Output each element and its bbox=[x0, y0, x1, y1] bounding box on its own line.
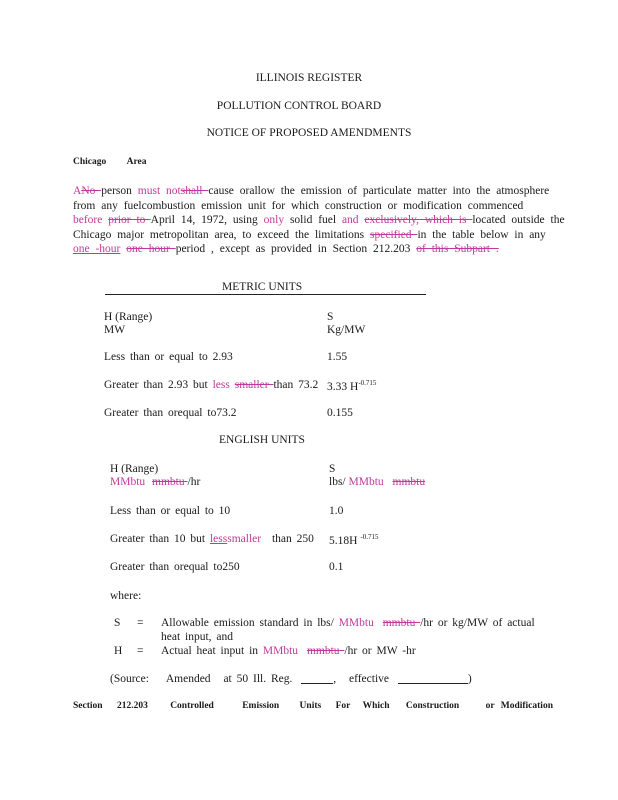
text-run: from any fuelcombustion emission unit for which construction or modification commenced bbox=[73, 199, 524, 212]
text-run: Allowable emission standard in lbs/ bbox=[161, 617, 334, 629]
inserted-text: one -hour bbox=[73, 243, 121, 255]
exponent: -0.715 bbox=[360, 533, 379, 541]
text-run: person bbox=[101, 185, 132, 197]
text-run: Which bbox=[362, 701, 390, 711]
s-definition-cont: heat input, and bbox=[161, 631, 234, 643]
deleted-text: No bbox=[81, 185, 102, 197]
paragraph-line-3 bbox=[73, 213, 565, 228]
register-blank bbox=[301, 673, 333, 684]
text-run: lbs/ bbox=[329, 476, 346, 488]
notice-title: NOTICE OF PROPOSED AMENDMENTS bbox=[206, 127, 412, 139]
text-run: Amended bbox=[165, 673, 211, 685]
inserted-text: not bbox=[166, 185, 181, 197]
inserted-text: smaller bbox=[227, 533, 262, 545]
english-row-2-value bbox=[329, 533, 379, 547]
english-row-1-value: 1.0 bbox=[329, 505, 344, 517]
deleted-text: smaller bbox=[234, 379, 274, 391]
text-run: 5.18H bbox=[329, 535, 358, 547]
text-run: , bbox=[333, 673, 337, 685]
text-run: cause orallow the emission of particulate matter into the atmosphere bbox=[208, 185, 550, 197]
english-col-s-label: S bbox=[329, 463, 336, 475]
text-run: Section bbox=[73, 701, 103, 711]
h-equals: = bbox=[137, 645, 144, 657]
english-row-3-range: Greater than orequal to250 bbox=[110, 561, 240, 573]
paragraph-line-4 bbox=[73, 228, 546, 243]
deleted-text: specified bbox=[370, 228, 418, 241]
deleted-text: of this Subpart . bbox=[416, 243, 499, 255]
english-col-h-label: H (Range) bbox=[110, 463, 159, 475]
inserted-text: less bbox=[209, 533, 228, 545]
text-run: , except as provided in Section 212.203 bbox=[210, 243, 411, 255]
metric-col-s-label: S bbox=[327, 311, 334, 323]
metric-row-3-range: Greater than orequal to73.2 bbox=[104, 407, 237, 419]
text-run: /hr or MW -hr bbox=[344, 645, 416, 657]
metric-heading: METRIC UNITS bbox=[222, 281, 303, 293]
text-run: 212.203 bbox=[116, 701, 148, 711]
text-run: solid fuel bbox=[289, 214, 337, 226]
source-note bbox=[110, 673, 472, 685]
text-run: For bbox=[335, 701, 351, 711]
text-run: Units bbox=[299, 701, 322, 711]
deleted-text: shall bbox=[180, 185, 209, 197]
inserted-text: only bbox=[263, 214, 285, 226]
text-run: Actual heat input in bbox=[161, 645, 259, 657]
text-run: Modification bbox=[500, 701, 553, 711]
text-run: Controlled bbox=[170, 701, 214, 711]
paragraph-line-5 bbox=[73, 242, 533, 257]
metric-row-2-value bbox=[327, 379, 376, 393]
paragraph-line-2 bbox=[73, 199, 533, 214]
text-run: Chicago major metropolitan area, to exceed the limitations bbox=[73, 228, 365, 241]
inserted-text: before bbox=[73, 214, 103, 226]
english-col-s-unit bbox=[329, 476, 425, 488]
inserted-text: must bbox=[137, 185, 161, 197]
metric-col-h-label: H (Range) bbox=[104, 311, 153, 323]
s-equals: = bbox=[137, 617, 144, 629]
rule-paragraph bbox=[73, 184, 565, 257]
inserted-text: MMbtu bbox=[262, 645, 299, 657]
metric-row-3-value: 0.155 bbox=[327, 407, 353, 419]
register-title: ILLINOIS REGISTER bbox=[255, 72, 363, 84]
english-row-2-range bbox=[110, 533, 314, 545]
deleted-text: mmbtu bbox=[306, 645, 345, 657]
metric-row-1-range: Less than or equal to 2.93 bbox=[104, 351, 233, 363]
text-run: located outside the bbox=[472, 214, 565, 226]
text-run: period bbox=[175, 243, 206, 255]
text-run: effective bbox=[348, 673, 389, 685]
area-word-area: Area bbox=[126, 157, 147, 167]
text-run: Construction bbox=[405, 701, 460, 711]
text-run: than 250 bbox=[271, 533, 314, 545]
text-run: in the table below in any bbox=[417, 228, 546, 241]
deleted-text: one hour bbox=[126, 243, 176, 255]
english-heading: ENGLISH UNITS bbox=[219, 434, 305, 446]
deleted-text: exclusively, which is bbox=[364, 214, 473, 226]
h-symbol: H bbox=[114, 645, 123, 657]
where-label: where: bbox=[110, 590, 142, 602]
s-definition bbox=[161, 617, 535, 629]
text-run: /hr bbox=[187, 476, 201, 488]
h-definition bbox=[161, 645, 416, 657]
inserted-text: MMbtu bbox=[110, 476, 146, 488]
text-run: or bbox=[485, 701, 495, 711]
text-run: 3.33 H bbox=[327, 381, 359, 393]
text-run: April 14, 1972, using bbox=[150, 214, 258, 226]
paragraph-line-1 bbox=[73, 184, 550, 199]
english-col-h-unit bbox=[110, 476, 200, 488]
inserted-text: A bbox=[73, 185, 82, 197]
deleted-text: mmbtu bbox=[392, 476, 426, 488]
metric-row-2-range bbox=[104, 379, 318, 391]
text-run: than 73.2 bbox=[273, 379, 319, 391]
area-heading bbox=[73, 157, 147, 167]
inserted-text: MMbtu bbox=[348, 476, 384, 488]
inserted-text: and bbox=[341, 214, 359, 226]
text-run: Greater than 2.93 but bbox=[104, 379, 208, 391]
metric-col-h-unit: MW bbox=[104, 324, 126, 336]
area-word-chicago: Chicago bbox=[73, 157, 107, 167]
board-title: POLLUTION CONTROL BOARD bbox=[216, 100, 382, 112]
effective-blank bbox=[398, 673, 468, 684]
english-row-3-value: 0.1 bbox=[329, 561, 344, 573]
section-heading bbox=[73, 701, 553, 711]
inserted-text: less bbox=[212, 379, 230, 391]
text-run: Greater than 10 but bbox=[110, 533, 206, 545]
deleted-text: mmbtu bbox=[152, 476, 188, 488]
english-row-1-range: Less than or equal to 10 bbox=[110, 505, 231, 517]
text-run: (Source: bbox=[110, 673, 149, 685]
inserted-text: MMbtu bbox=[338, 617, 374, 629]
metric-row-1-value: 1.55 bbox=[327, 351, 348, 363]
deleted-text: prior to bbox=[108, 214, 151, 226]
exponent: -0.715 bbox=[358, 379, 377, 387]
text-run: ) bbox=[467, 673, 472, 685]
text-run: at 50 Ill. Reg. bbox=[223, 673, 293, 685]
metric-col-s-unit: Kg/MW bbox=[327, 324, 366, 336]
s-symbol: S bbox=[114, 617, 121, 629]
metric-divider bbox=[105, 294, 426, 295]
deleted-text: mmbtu bbox=[382, 617, 421, 629]
text-run: Emission bbox=[242, 701, 280, 711]
text-run: /hr or kg/MW of actual bbox=[420, 617, 535, 629]
